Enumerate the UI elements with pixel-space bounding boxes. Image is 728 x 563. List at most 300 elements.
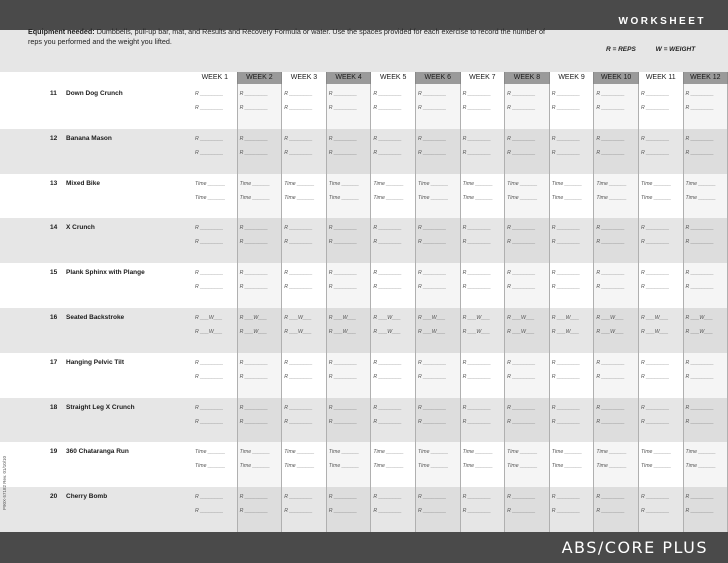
entry-blank[interactable]: R ________ (239, 359, 268, 366)
entry-blank[interactable]: Time ______ (284, 449, 315, 456)
entry-blank[interactable]: Time ______ (596, 180, 627, 187)
entry-blank[interactable]: R ________ (551, 418, 581, 425)
entry-cell-week-5[interactable] (371, 218, 416, 263)
entry-blank[interactable]: R ________ (685, 418, 714, 425)
entry-cell-week-10[interactable] (594, 263, 639, 308)
entry-cell-week-7[interactable] (461, 263, 506, 308)
entry-cell-week-9[interactable] (550, 263, 595, 308)
entry-cell-week-11[interactable] (639, 174, 684, 219)
entry-blank[interactable]: R ________ (462, 149, 491, 156)
entry-blank[interactable]: R ________ (596, 91, 625, 97)
entry-cell-week-8[interactable] (505, 84, 550, 129)
entry-blank[interactable]: Time ______ (239, 180, 270, 187)
entry-blank[interactable]: R ________ (640, 418, 670, 425)
entry-blank[interactable]: R ________ (195, 239, 224, 246)
entry-cell-week-5[interactable] (371, 129, 416, 174)
entry-cell-week-1[interactable] (193, 84, 238, 129)
entry-blank[interactable]: R ________ (596, 373, 625, 380)
entry-blank[interactable]: R ___W___ (373, 328, 401, 335)
entry-cell-week-9[interactable] (550, 398, 595, 443)
entry-blank[interactable]: R ________ (328, 91, 358, 97)
entry-blank[interactable]: R ________ (462, 239, 491, 246)
entry-blank[interactable]: R ________ (328, 135, 358, 142)
entry-cell-week-4[interactable] (327, 442, 372, 487)
entry-blank[interactable]: R ___W___ (596, 328, 624, 335)
entry-cell-week-9[interactable] (550, 174, 595, 219)
entry-blank[interactable]: R ________ (284, 149, 313, 156)
entry-blank[interactable]: R ___W___ (551, 328, 580, 335)
entry-blank[interactable]: R ________ (685, 284, 714, 291)
entry-blank[interactable]: Time ______ (551, 194, 582, 201)
entry-blank[interactable]: Time ______ (462, 449, 493, 456)
entry-cell-week-10[interactable] (594, 129, 639, 174)
entry-blank[interactable]: R ________ (596, 359, 625, 366)
entry-blank[interactable]: R ________ (462, 284, 491, 291)
entry-blank[interactable]: Time ______ (640, 180, 672, 187)
entry-blank[interactable]: R ________ (239, 149, 268, 156)
entry-blank[interactable]: R ___W___ (417, 328, 446, 335)
entry-blank[interactable]: Time ______ (685, 180, 716, 187)
entry-cell-week-9[interactable] (550, 218, 595, 263)
entry-blank[interactable]: R ________ (507, 149, 536, 156)
entry-blank[interactable]: R ________ (328, 373, 358, 380)
entry-blank[interactable]: R ________ (640, 135, 670, 142)
entry-blank[interactable]: R ________ (685, 270, 714, 277)
entry-cell-week-3[interactable] (282, 129, 327, 174)
entry-blank[interactable]: R ________ (284, 404, 313, 411)
entry-cell-week-4[interactable] (327, 308, 372, 353)
entry-blank[interactable]: R ________ (373, 373, 402, 380)
entry-blank[interactable]: R ________ (284, 373, 313, 380)
entry-cell-week-3[interactable] (282, 174, 327, 219)
entry-blank[interactable]: R ________ (596, 105, 625, 111)
entry-cell-week-8[interactable] (505, 218, 550, 263)
entry-blank[interactable]: Time ______ (373, 194, 404, 201)
entry-blank[interactable]: R ________ (328, 284, 358, 291)
entry-blank[interactable]: Time ______ (417, 463, 449, 470)
entry-blank[interactable]: R ________ (195, 359, 224, 366)
entry-cell-week-2[interactable] (238, 487, 283, 532)
entry-blank[interactable]: Time ______ (462, 194, 493, 201)
entry-blank[interactable]: R ________ (373, 418, 402, 425)
entry-blank[interactable]: R ________ (507, 404, 536, 411)
entry-cell-week-8[interactable] (505, 263, 550, 308)
entry-blank[interactable]: R ________ (417, 404, 447, 411)
entry-blank[interactable]: R ________ (195, 270, 224, 277)
entry-blank[interactable]: Time ______ (195, 449, 226, 456)
entry-cell-week-7[interactable] (461, 218, 506, 263)
entry-cell-week-11[interactable] (639, 218, 684, 263)
entry-blank[interactable]: Time ______ (507, 463, 538, 470)
entry-cell-week-1[interactable] (193, 263, 238, 308)
entry-blank[interactable]: R ________ (640, 149, 670, 156)
entry-blank[interactable]: R ________ (328, 508, 358, 515)
entry-cell-week-12[interactable] (684, 174, 728, 219)
entry-cell-week-10[interactable] (594, 442, 639, 487)
entry-blank[interactable]: R ___W___ (373, 314, 401, 321)
entry-blank[interactable]: R ________ (328, 225, 358, 232)
entry-blank[interactable]: Time ______ (507, 194, 538, 201)
entry-blank[interactable]: R ________ (284, 508, 313, 515)
entry-cell-week-10[interactable] (594, 218, 639, 263)
entry-cell-week-11[interactable] (639, 487, 684, 532)
entry-blank[interactable]: R ________ (685, 225, 714, 232)
entry-blank[interactable]: R ________ (373, 91, 402, 97)
entry-blank[interactable]: R ________ (462, 91, 491, 97)
entry-blank[interactable]: R ________ (462, 105, 491, 111)
entry-blank[interactable]: Time ______ (551, 463, 582, 470)
entry-blank[interactable]: Time ______ (328, 463, 360, 470)
entry-blank[interactable]: R ________ (195, 373, 224, 380)
entry-blank[interactable]: Time ______ (373, 463, 404, 470)
entry-cell-week-12[interactable] (684, 218, 728, 263)
entry-blank[interactable]: R ________ (373, 284, 402, 291)
entry-cell-week-12[interactable] (684, 129, 728, 174)
entry-blank[interactable]: R ________ (507, 359, 536, 366)
entry-blank[interactable]: R ________ (640, 91, 670, 97)
entry-cell-week-6[interactable] (416, 308, 461, 353)
entry-blank[interactable]: R ___W___ (239, 314, 267, 321)
entry-cell-week-11[interactable] (639, 84, 684, 129)
entry-blank[interactable]: R ___W___ (195, 328, 223, 335)
entry-blank[interactable]: R ________ (284, 105, 313, 111)
entry-blank[interactable]: R ___W___ (195, 314, 223, 321)
entry-cell-week-9[interactable] (550, 308, 595, 353)
entry-blank[interactable]: Time ______ (328, 449, 360, 456)
entry-cell-week-3[interactable] (282, 398, 327, 443)
entry-blank[interactable]: Time ______ (596, 463, 627, 470)
entry-blank[interactable]: R ________ (373, 239, 402, 246)
entry-cell-week-6[interactable] (416, 398, 461, 443)
entry-blank[interactable]: Time ______ (373, 449, 404, 456)
entry-blank[interactable]: R ________ (462, 494, 491, 501)
entry-cell-week-7[interactable] (461, 487, 506, 532)
entry-cell-week-8[interactable] (505, 308, 550, 353)
entry-cell-week-5[interactable] (371, 442, 416, 487)
entry-blank[interactable]: R ________ (640, 404, 670, 411)
entry-blank[interactable]: R ________ (284, 91, 313, 97)
entry-blank[interactable]: Time ______ (328, 194, 360, 201)
entry-cell-week-12[interactable] (684, 84, 728, 129)
entry-blank[interactable]: R ________ (239, 225, 268, 232)
entry-blank[interactable]: R ________ (328, 404, 358, 411)
entry-blank[interactable]: R ________ (507, 225, 536, 232)
entry-blank[interactable]: R ________ (685, 149, 714, 156)
entry-cell-week-1[interactable] (193, 218, 238, 263)
entry-blank[interactable]: R ________ (417, 284, 447, 291)
entry-cell-week-1[interactable] (193, 487, 238, 532)
entry-blank[interactable]: R ________ (239, 135, 268, 142)
entry-blank[interactable]: R ________ (284, 225, 313, 232)
entry-blank[interactable]: R ___W___ (328, 314, 357, 321)
entry-cell-week-7[interactable] (461, 84, 506, 129)
entry-cell-week-3[interactable] (282, 442, 327, 487)
entry-blank[interactable]: R ___W___ (640, 314, 669, 321)
entry-blank[interactable]: R ________ (507, 373, 536, 380)
entry-blank[interactable]: R ________ (417, 149, 447, 156)
entry-blank[interactable]: Time ______ (596, 194, 627, 201)
entry-blank[interactable]: R ________ (195, 135, 224, 142)
entry-cell-week-4[interactable] (327, 218, 372, 263)
entry-blank[interactable]: Time ______ (507, 449, 538, 456)
entry-cell-week-3[interactable] (282, 308, 327, 353)
entry-cell-week-2[interactable] (238, 84, 283, 129)
entry-blank[interactable]: R ________ (417, 373, 447, 380)
entry-blank[interactable]: R ________ (685, 91, 714, 97)
entry-blank[interactable]: Time ______ (239, 449, 270, 456)
entry-cell-week-6[interactable] (416, 174, 461, 219)
entry-blank[interactable]: R ________ (551, 508, 581, 515)
entry-cell-week-2[interactable] (238, 129, 283, 174)
entry-cell-week-2[interactable] (238, 263, 283, 308)
entry-blank[interactable]: R ________ (417, 508, 447, 515)
entry-cell-week-5[interactable] (371, 84, 416, 129)
entry-blank[interactable]: R ________ (239, 239, 268, 246)
entry-blank[interactable]: R ________ (596, 135, 625, 142)
entry-cell-week-6[interactable] (416, 84, 461, 129)
entry-cell-week-7[interactable] (461, 353, 506, 398)
entry-cell-week-4[interactable] (327, 487, 372, 532)
entry-blank[interactable]: R ________ (195, 284, 224, 291)
entry-blank[interactable]: R ________ (284, 284, 313, 291)
entry-cell-week-1[interactable] (193, 398, 238, 443)
entry-cell-week-1[interactable] (193, 353, 238, 398)
entry-blank[interactable]: R ________ (328, 359, 358, 366)
entry-blank[interactable]: R ________ (328, 494, 358, 501)
entry-cell-week-8[interactable] (505, 398, 550, 443)
entry-blank[interactable]: R ________ (239, 494, 268, 501)
entry-cell-week-6[interactable] (416, 218, 461, 263)
entry-blank[interactable]: R ________ (462, 418, 491, 425)
entry-blank[interactable]: R ________ (640, 105, 670, 111)
entry-blank[interactable]: R ________ (507, 91, 536, 97)
entry-blank[interactable]: R ___W___ (462, 314, 490, 321)
entry-cell-week-4[interactable] (327, 263, 372, 308)
entry-blank[interactable]: R ________ (417, 418, 447, 425)
entry-blank[interactable]: R ________ (596, 149, 625, 156)
entry-blank[interactable]: R ___W___ (284, 328, 312, 335)
entry-blank[interactable]: R ________ (507, 284, 536, 291)
entry-blank[interactable]: R ________ (507, 418, 536, 425)
entry-blank[interactable]: R ________ (462, 508, 491, 515)
entry-cell-week-5[interactable] (371, 487, 416, 532)
entry-cell-week-3[interactable] (282, 353, 327, 398)
entry-blank[interactable]: R ________ (640, 239, 670, 246)
entry-cell-week-6[interactable] (416, 442, 461, 487)
entry-blank[interactable]: R ________ (685, 404, 714, 411)
entry-cell-week-3[interactable] (282, 487, 327, 532)
entry-cell-week-5[interactable] (371, 308, 416, 353)
entry-blank[interactable]: R ________ (685, 373, 714, 380)
entry-blank[interactable]: Time ______ (373, 180, 404, 187)
entry-cell-week-5[interactable] (371, 174, 416, 219)
entry-cell-week-10[interactable] (594, 308, 639, 353)
entry-cell-week-11[interactable] (639, 398, 684, 443)
entry-cell-week-9[interactable] (550, 487, 595, 532)
entry-blank[interactable]: R ________ (685, 135, 714, 142)
entry-blank[interactable]: R ________ (195, 508, 224, 515)
entry-blank[interactable]: R ________ (373, 270, 402, 277)
entry-blank[interactable]: R ________ (507, 105, 536, 111)
entry-cell-week-7[interactable] (461, 129, 506, 174)
entry-blank[interactable]: R ________ (507, 270, 536, 277)
entry-blank[interactable]: R ________ (328, 149, 358, 156)
entry-blank[interactable]: R ________ (640, 508, 670, 515)
entry-blank[interactable]: R ________ (284, 270, 313, 277)
entry-cell-week-3[interactable] (282, 218, 327, 263)
entry-cell-week-11[interactable] (639, 353, 684, 398)
entry-blank[interactable]: R ________ (284, 418, 313, 425)
entry-blank[interactable]: R ___W___ (417, 314, 446, 321)
entry-blank[interactable]: R ________ (596, 404, 625, 411)
entry-cell-week-7[interactable] (461, 174, 506, 219)
entry-blank[interactable]: Time ______ (551, 180, 582, 187)
entry-blank[interactable]: R ________ (373, 508, 402, 515)
entry-blank[interactable]: R ________ (417, 91, 447, 97)
entry-cell-week-8[interactable] (505, 174, 550, 219)
entry-cell-week-9[interactable] (550, 129, 595, 174)
entry-blank[interactable]: R ________ (551, 359, 581, 366)
entry-cell-week-5[interactable] (371, 353, 416, 398)
entry-blank[interactable]: R ________ (373, 225, 402, 232)
entry-blank[interactable]: Time ______ (685, 449, 716, 456)
entry-cell-week-7[interactable] (461, 442, 506, 487)
entry-cell-week-6[interactable] (416, 263, 461, 308)
entry-blank[interactable]: R ___W___ (507, 314, 535, 321)
entry-cell-week-7[interactable] (461, 308, 506, 353)
entry-cell-week-4[interactable] (327, 398, 372, 443)
entry-cell-week-1[interactable] (193, 129, 238, 174)
entry-blank[interactable]: Time ______ (640, 194, 672, 201)
entry-blank[interactable]: Time ______ (596, 449, 627, 456)
entry-blank[interactable]: R ________ (507, 239, 536, 246)
entry-cell-week-4[interactable] (327, 84, 372, 129)
entry-blank[interactable]: Time ______ (640, 449, 672, 456)
entry-cell-week-4[interactable] (327, 174, 372, 219)
entry-blank[interactable]: R ________ (507, 494, 536, 501)
entry-blank[interactable]: R ________ (195, 91, 224, 97)
entry-blank[interactable]: R ________ (462, 404, 491, 411)
entry-cell-week-11[interactable] (639, 129, 684, 174)
entry-cell-week-12[interactable] (684, 308, 728, 353)
entry-blank[interactable]: Time ______ (462, 463, 493, 470)
entry-cell-week-2[interactable] (238, 442, 283, 487)
entry-cell-week-1[interactable] (193, 308, 238, 353)
entry-blank[interactable]: R ________ (507, 508, 536, 515)
entry-cell-week-8[interactable] (505, 442, 550, 487)
entry-cell-week-8[interactable] (505, 487, 550, 532)
entry-blank[interactable]: R ________ (596, 494, 625, 501)
entry-blank[interactable]: R ________ (239, 270, 268, 277)
entry-blank[interactable]: R ________ (551, 373, 581, 380)
entry-blank[interactable]: R ________ (462, 270, 491, 277)
entry-blank[interactable]: R ___W___ (462, 328, 490, 335)
entry-blank[interactable]: R ___W___ (596, 314, 624, 321)
entry-blank[interactable]: R ________ (551, 270, 581, 277)
entry-blank[interactable]: Time ______ (417, 194, 449, 201)
entry-blank[interactable]: Time ______ (328, 180, 360, 187)
entry-cell-week-12[interactable] (684, 263, 728, 308)
entry-blank[interactable]: R ________ (239, 284, 268, 291)
entry-cell-week-9[interactable] (550, 353, 595, 398)
entry-cell-week-5[interactable] (371, 398, 416, 443)
entry-cell-week-1[interactable] (193, 174, 238, 219)
entry-blank[interactable]: R ________ (551, 404, 581, 411)
entry-cell-week-4[interactable] (327, 129, 372, 174)
entry-blank[interactable]: R ________ (551, 494, 581, 501)
entry-blank[interactable]: R ________ (640, 284, 670, 291)
entry-blank[interactable]: Time ______ (417, 449, 449, 456)
entry-blank[interactable]: R ________ (417, 239, 447, 246)
entry-blank[interactable]: R ___W___ (685, 328, 713, 335)
entry-blank[interactable]: R ________ (239, 105, 268, 111)
entry-cell-week-11[interactable] (639, 263, 684, 308)
entry-blank[interactable]: R ________ (373, 404, 402, 411)
entry-blank[interactable]: Time ______ (284, 463, 315, 470)
entry-blank[interactable]: R ________ (596, 225, 625, 232)
entry-cell-week-6[interactable] (416, 129, 461, 174)
entry-cell-week-8[interactable] (505, 129, 550, 174)
entry-blank[interactable]: R ________ (551, 135, 581, 142)
entry-blank[interactable]: R ________ (551, 149, 581, 156)
entry-blank[interactable]: Time ______ (640, 463, 672, 470)
entry-blank[interactable]: Time ______ (685, 194, 716, 201)
entry-blank[interactable]: R ________ (284, 239, 313, 246)
entry-blank[interactable]: Time ______ (507, 180, 538, 187)
entry-blank[interactable]: R ________ (239, 91, 268, 97)
entry-cell-week-11[interactable] (639, 442, 684, 487)
entry-blank[interactable]: Time ______ (462, 180, 493, 187)
entry-blank[interactable]: R ________ (373, 105, 402, 111)
entry-cell-week-2[interactable] (238, 174, 283, 219)
entry-blank[interactable]: R ___W___ (640, 328, 669, 335)
entry-blank[interactable]: R ________ (417, 105, 447, 111)
entry-blank[interactable]: R ________ (239, 508, 268, 515)
entry-blank[interactable]: R ________ (284, 359, 313, 366)
entry-cell-week-12[interactable] (684, 442, 728, 487)
entry-blank[interactable]: Time ______ (195, 194, 226, 201)
entry-blank[interactable]: R ________ (195, 404, 224, 411)
entry-blank[interactable]: R ________ (640, 225, 670, 232)
entry-blank[interactable]: R ________ (417, 225, 447, 232)
entry-cell-week-10[interactable] (594, 398, 639, 443)
entry-blank[interactable]: R ________ (685, 239, 714, 246)
entry-blank[interactable]: R ________ (462, 135, 491, 142)
entry-cell-week-2[interactable] (238, 218, 283, 263)
entry-cell-week-2[interactable] (238, 353, 283, 398)
entry-blank[interactable]: R ___W___ (328, 328, 357, 335)
entry-blank[interactable]: R ________ (640, 373, 670, 380)
entry-blank[interactable]: R ________ (195, 105, 224, 111)
entry-cell-week-3[interactable] (282, 84, 327, 129)
entry-blank[interactable]: R ________ (328, 105, 358, 111)
entry-cell-week-12[interactable] (684, 398, 728, 443)
entry-blank[interactable]: Time ______ (239, 194, 270, 201)
entry-blank[interactable]: R ________ (328, 270, 358, 277)
entry-blank[interactable]: R ________ (596, 270, 625, 277)
entry-blank[interactable]: R ________ (284, 135, 313, 142)
entry-blank[interactable]: Time ______ (195, 180, 226, 187)
entry-blank[interactable]: R ________ (596, 239, 625, 246)
entry-cell-week-8[interactable] (505, 353, 550, 398)
entry-blank[interactable]: R ________ (596, 418, 625, 425)
entry-cell-week-10[interactable] (594, 174, 639, 219)
entry-blank[interactable]: R ___W___ (551, 314, 580, 321)
entry-blank[interactable]: R ________ (328, 418, 358, 425)
entry-blank[interactable]: R ________ (373, 135, 402, 142)
entry-cell-week-1[interactable] (193, 442, 238, 487)
entry-blank[interactable]: R ________ (596, 508, 625, 515)
